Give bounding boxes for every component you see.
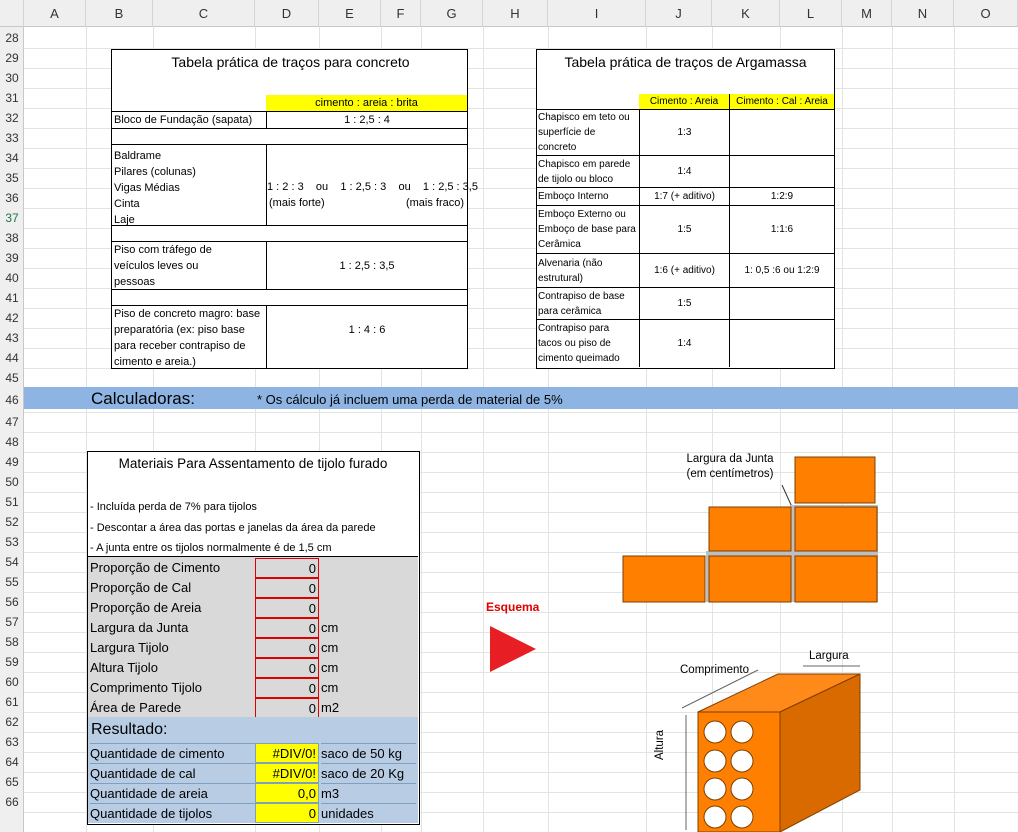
brick-hole — [731, 721, 753, 743]
mortar-cement-sand-value: 1:4 — [639, 155, 729, 187]
row-header-37[interactable]: 37 — [5, 211, 19, 225]
row-header-62[interactable]: 62 — [5, 715, 19, 729]
label-line: Pilares (colunas) — [114, 166, 196, 178]
mortar-cement-sand-value: 1:4 — [639, 319, 729, 367]
label-line: Contrapiso para — [538, 323, 610, 334]
note-joint-size: - A junta entre os tijolos normalmente é de 1,5 cm — [90, 542, 332, 554]
row-header-47[interactable]: 47 — [5, 415, 19, 429]
input-value-cell[interactable]: 0 — [255, 598, 319, 618]
row-header-40[interactable]: 40 — [5, 271, 19, 285]
row-header-35[interactable]: 35 — [5, 171, 19, 185]
note-subtract-openings: - Descontar a área das portas e janelas da área da parede — [90, 522, 376, 534]
input-label: Altura Tijolo — [90, 660, 158, 675]
label-line: Cerâmica — [538, 239, 581, 250]
label-line: veículos leves ou — [114, 260, 199, 272]
brick-height-label: Altura — [654, 729, 666, 760]
concrete-table-title: Tabela prática de traços para concreto — [171, 54, 410, 70]
row-header-36[interactable]: 36 — [5, 191, 19, 205]
brick-hole — [704, 721, 726, 743]
mortar-cement-sand-value: 1:3 — [639, 109, 729, 155]
mortar-cement-lime-sand-value: 1: 0,5 :6 ou 1:2:9 — [729, 253, 834, 287]
calculators-note: * Os cálculo já incluem uma perda de material de 5% — [257, 392, 563, 407]
row-header-38[interactable]: 38 — [5, 231, 19, 245]
row-header-34[interactable]: 34 — [5, 151, 19, 165]
column-header-m[interactable]: M — [842, 0, 892, 27]
row-header-53[interactable]: 53 — [5, 535, 19, 549]
label-line: Emboço de base para — [538, 224, 636, 235]
column-header-b[interactable]: B — [86, 0, 153, 27]
value-text: 1 : 2 : 3 ou 1 : 2,5 : 3 ou 1 : 2,5 : 3,5 — [267, 181, 478, 193]
label-line: superfície de — [538, 127, 596, 138]
mortar-row-label — [537, 109, 639, 155]
column-header-n[interactable]: N — [892, 0, 954, 27]
label-line: Chapisco em parede — [538, 158, 631, 170]
concrete-header-ratio: cimento : areia : brita — [266, 95, 467, 111]
mortar-row-label — [537, 205, 639, 253]
label-line: Cinta — [114, 198, 140, 210]
result-label: Quantidade de tijolos — [90, 803, 255, 823]
column-header-a[interactable]: A — [24, 0, 86, 27]
result-value-cell[interactable]: 0 — [255, 803, 319, 823]
brick — [795, 507, 877, 551]
gridline — [483, 27, 484, 832]
label-line: para cerâmica — [538, 305, 602, 317]
brick — [795, 457, 875, 503]
brick — [623, 556, 705, 602]
input-unit — [321, 578, 411, 598]
row-header-29[interactable]: 29 — [5, 51, 19, 65]
row-header-49[interactable]: 49 — [5, 455, 19, 469]
brick-wall-diagram — [620, 455, 880, 605]
result-value-cell[interactable]: #DIV/0! — [255, 743, 319, 763]
result-title: Resultado: — [91, 721, 168, 738]
mortar-cement-lime-sand-value: 1:2:9 — [729, 187, 834, 205]
brick-hole — [704, 750, 726, 772]
label-line: preparatória (ex: piso base — [114, 324, 245, 336]
row-header-30[interactable]: 30 — [5, 71, 19, 85]
label-line: Baldrame — [114, 150, 162, 162]
calculators-bar — [24, 387, 1018, 409]
column-header-f[interactable]: F — [381, 0, 421, 27]
result-value-cell[interactable]: 0,0 — [255, 783, 319, 803]
mortar-cement-sand-value: 1:6 (+ aditivo) — [639, 253, 729, 287]
mortar-cement-lime-sand-value: 1:1:6 — [729, 205, 834, 253]
concrete-row-value: 1 : 2,5 : 4 — [266, 111, 467, 128]
label-line: concreto — [538, 142, 577, 153]
row-header-39[interactable]: 39 — [5, 251, 19, 265]
label-line: cimento queimado — [538, 353, 620, 364]
input-label: Proporção de Areia — [90, 600, 202, 615]
input-unit: cm — [321, 660, 339, 675]
mortar-cement-sand-value: 1:5 — [639, 287, 729, 319]
mortar-row-label — [537, 155, 639, 187]
row-header-28[interactable]: 28 — [5, 31, 19, 45]
result-value-cell[interactable]: #DIV/0! — [255, 763, 319, 783]
column-header-g[interactable]: G — [421, 0, 483, 27]
input-unit: cm — [321, 640, 339, 655]
concrete-row-label: Bloco de Fundação (sapata) — [112, 111, 267, 128]
row-header-66[interactable]: 66 — [5, 795, 19, 809]
mortar-mix-table — [536, 49, 835, 369]
row-header-31[interactable]: 31 — [5, 91, 19, 105]
concrete-row-label — [112, 144, 267, 225]
row-header-65[interactable]: 65 — [5, 775, 19, 789]
materials-title: Materiais Para Assentamento de tijolo furado — [118, 456, 388, 471]
label-line: estrutural) — [538, 272, 584, 284]
column-header-c[interactable]: C — [153, 0, 255, 27]
mortar-cement-lime-sand-value — [729, 319, 834, 367]
brick-hole — [704, 778, 726, 800]
mortar-table-title: Tabela prática de traços de Argamassa — [564, 54, 807, 70]
joint-label-line: Largura da Junta — [686, 453, 774, 465]
input-value-cell[interactable]: 0 — [255, 638, 319, 658]
gridline — [24, 412, 1018, 413]
mortar-cement-lime-sand-value — [729, 109, 834, 155]
input-value-cell[interactable]: 0 — [255, 658, 319, 678]
row-header-52[interactable]: 52 — [5, 515, 19, 529]
concrete-row-label — [112, 241, 267, 289]
note-weaker: (mais fraco) — [405, 197, 464, 209]
calculators-title: Calculadoras: — [91, 389, 195, 408]
row-header-59[interactable]: 59 — [5, 655, 19, 669]
label-line: Piso com tráfego de — [114, 244, 212, 256]
note-stronger: (mais forte) — [269, 197, 325, 209]
brick-hole — [731, 778, 753, 800]
label-line: Alvenaria (não — [538, 257, 603, 269]
input-unit: cm — [321, 680, 339, 695]
result-label: Quantidade de cimento — [90, 743, 255, 763]
column-header-j[interactable]: J — [646, 0, 712, 27]
concrete-row-value: 1 : 4 : 6 — [266, 305, 467, 368]
brick — [709, 556, 791, 602]
label-line: Laje — [114, 214, 135, 226]
concrete-row-label — [112, 305, 267, 368]
input-unit — [321, 598, 411, 618]
input-label: Largura da Junta — [90, 620, 189, 635]
mortar-cement-lime-sand-value — [729, 155, 834, 187]
input-value-cell[interactable]: 0 — [255, 678, 319, 698]
input-value-cell[interactable]: 0 — [255, 618, 319, 638]
spacer-row — [112, 225, 467, 241]
spacer-row — [112, 128, 467, 144]
brick-materials-calculator — [87, 451, 420, 825]
mortar-cement-sand-value: 1:5 — [639, 205, 729, 253]
arrow-shape — [490, 626, 536, 672]
mortar-cement-lime-sand-value — [729, 287, 834, 319]
brick-width-label: Largura — [809, 650, 849, 662]
play-arrow-icon — [488, 624, 538, 674]
brick-hole — [731, 806, 753, 828]
row-header-58[interactable]: 58 — [5, 635, 19, 649]
row-header-48[interactable]: 48 — [5, 435, 19, 449]
input-label: Proporção de Cal — [90, 580, 192, 595]
row-header-54[interactable]: 54 — [5, 555, 19, 569]
mortar-row-label — [537, 319, 639, 367]
concrete-mix-table — [111, 49, 478, 369]
row-header-60[interactable]: 60 — [5, 675, 19, 689]
label-line: Contrapiso de base — [538, 290, 625, 302]
row-header-46[interactable]: 46 — [5, 393, 19, 407]
label-line: Vigas Médias — [114, 182, 180, 194]
input-value-cell[interactable]: 0 — [255, 578, 319, 598]
column-header-k[interactable]: K — [712, 0, 780, 27]
column-header-l[interactable]: L — [780, 0, 842, 27]
row-header-45[interactable]: 45 — [5, 371, 19, 385]
joint-label-line: (em centímetros) — [686, 468, 774, 480]
column-header-i[interactable]: I — [548, 0, 646, 27]
label-line: cimento e areia.) — [114, 356, 196, 368]
result-unit: unidades — [321, 803, 416, 823]
result-label: Quantidade de cal — [90, 763, 255, 783]
schema-label: Esquema — [486, 600, 540, 614]
row-header-32[interactable]: 32 — [5, 111, 19, 125]
brick-length-label: Comprimento — [680, 664, 750, 676]
row-header-63[interactable]: 63 — [5, 735, 19, 749]
result-unit: m3 — [321, 783, 416, 803]
concrete-row-value — [266, 144, 478, 225]
input-label: Comprimento Tijolo — [90, 680, 202, 695]
mortar-header-cement-sand: Cimento : Areia — [639, 94, 729, 109]
input-unit: cm — [321, 620, 339, 635]
input-label: Área de Parede — [90, 700, 182, 715]
spacer-row — [112, 289, 467, 305]
mortar-header-cement-lime-sand: Cimento : Cal : Areia — [729, 94, 834, 109]
row-header-51[interactable]: 51 — [5, 495, 19, 509]
row-header-43[interactable]: 43 — [5, 331, 19, 345]
input-label: Largura Tijolo — [90, 640, 169, 655]
mortar-row-label — [537, 253, 639, 287]
input-value-cell[interactable]: 0 — [255, 558, 319, 578]
input-label: Proporção de Cimento — [90, 560, 221, 575]
column-header-o[interactable]: O — [954, 0, 1018, 27]
row-header-41[interactable]: 41 — [5, 291, 19, 305]
brick-hole — [704, 806, 726, 828]
row-header-64[interactable]: 64 — [5, 755, 19, 769]
brick — [795, 556, 877, 602]
result-unit: saco de 50 kg — [321, 743, 416, 763]
column-header-d[interactable]: D — [255, 0, 319, 27]
result-label: Quantidade de areia — [90, 783, 255, 803]
mortar-row-label — [537, 187, 639, 205]
row-header-55[interactable]: 55 — [5, 575, 19, 589]
row-header-61[interactable]: 61 — [5, 695, 19, 709]
gridline — [892, 27, 893, 832]
mortar-cement-sand-value: 1:7 (+ aditivo) — [639, 187, 729, 205]
label-line: Chapisco em teto ou — [538, 112, 630, 123]
gridline — [24, 432, 1018, 433]
label-line: tacos ou piso de — [538, 338, 611, 349]
brick-hole — [731, 750, 753, 772]
label-line: pessoas — [114, 276, 155, 288]
note-brick-loss: - Incluída perda de 7% para tijolos — [90, 501, 257, 513]
row-header-57[interactable]: 57 — [5, 615, 19, 629]
hollow-brick-diagram — [678, 660, 868, 832]
select-all-corner[interactable] — [0, 0, 24, 27]
label-line: para receber contrapiso de — [114, 340, 246, 352]
label-line: Piso de concreto magro: base — [114, 308, 261, 320]
label-line: Emboço Interno — [538, 191, 609, 202]
mortar-row-label — [537, 287, 639, 319]
row-header-33[interactable]: 33 — [5, 131, 19, 145]
row-header-50[interactable]: 50 — [5, 475, 19, 489]
column-header-h[interactable]: H — [483, 0, 548, 27]
result-unit: saco de 20 Kg — [321, 763, 416, 783]
row-header-56[interactable]: 56 — [5, 595, 19, 609]
column-header-bar — [0, 0, 1018, 27]
input-value-cell[interactable]: 0 — [255, 698, 319, 718]
column-header-e[interactable]: E — [319, 0, 381, 27]
input-unit: m2 — [321, 700, 340, 715]
label-line: de tijolo ou bloco — [538, 173, 614, 185]
joint-pointer-line — [782, 485, 792, 507]
gridline — [954, 27, 955, 832]
brick — [709, 507, 791, 551]
row-header-42[interactable]: 42 — [5, 311, 19, 325]
row-header-44[interactable]: 44 — [5, 351, 19, 365]
label-line: Emboço Externo ou — [538, 209, 626, 220]
input-unit — [321, 558, 411, 578]
concrete-row-value: 1 : 2,5 : 3,5 — [266, 241, 467, 289]
